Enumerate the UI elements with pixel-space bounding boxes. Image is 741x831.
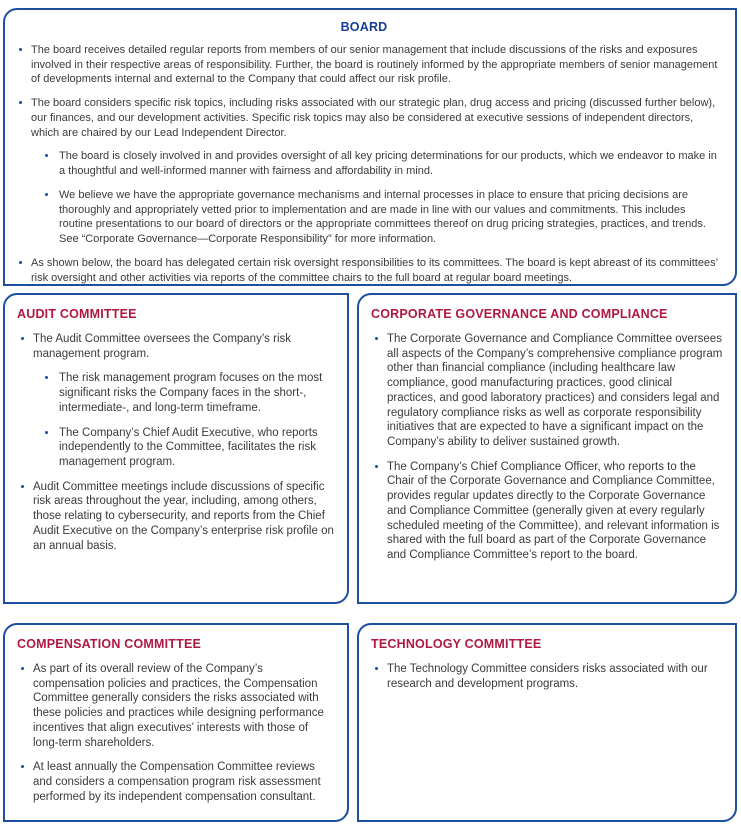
bullet-item <box>13 332 335 361</box>
bullet-item <box>13 480 335 554</box>
bullet-item <box>7 43 721 87</box>
compensation-committee-title: COMPENSATION COMMITTEE <box>17 637 202 651</box>
bullet-text: The Technology Committee considers risks associated with our research and development programs. <box>387 663 708 690</box>
bullet-text: The board is closely involved in and provides oversight of all key pricing determinations for our products, which we endeavor to make in a thoughtful and well-informed manner with fairness and affordability in mind. <box>59 150 717 178</box>
bullet-text: Audit Committee meetings include discussions of specific risk areas throughout the year, including, among others, those relating to cybersecurity, and reports from the Chief Audit Executive on the Company’s enterprise risk profile on an annual basis. <box>33 480 334 552</box>
bullet-text: At least annually the Compensation Committee reviews and considers a compensation program risk assessment performed by its independent compensation consultant. <box>33 761 321 803</box>
bullet-item <box>39 426 335 470</box>
technology-committee-box <box>357 623 737 822</box>
bullet-icon <box>45 193 48 196</box>
technology-committee-bullet-list <box>367 662 723 691</box>
bullet-icon <box>21 337 24 340</box>
bullet-text: The board receives detailed regular reports from members of our senior management that include discussions of the risks and exposures involved in their respective areas of responsibility. Further, the board is routinely informed by the appropriate members of senior management of developments internal and external to the Company that could affect our risk profile. <box>31 44 718 86</box>
corporate-governance-compliance-title: CORPORATE GOVERNANCE AND COMPLIANCE <box>371 307 668 321</box>
bullet-text: The risk management program focuses on the most significant risks the Company faces in the short-, intermediate-, and long-term timeframe. <box>59 372 323 414</box>
bullet-item <box>13 662 335 750</box>
bullet-text: As part of its overall review of the Company’s compensation policies and practices, the Compensation Committee generally considers the risks associated with these policies and practices while designing performance incentives that align executives’ interests with those of long-term shareholders. <box>33 663 324 749</box>
bullet-icon <box>45 431 48 434</box>
audit-committee-box <box>3 293 349 604</box>
audit-committee-title: AUDIT COMMITTEE <box>17 307 137 321</box>
bullet-icon <box>375 667 378 670</box>
bullet-text: As shown below, the board has delegated certain risk oversight responsibilities to its committees. The board is kept abreast of its committees’ risk oversight and other activities via reports of the committee chairs to the full board at regular board meetings. <box>31 256 718 284</box>
bullet-item <box>7 96 721 140</box>
bullet-item <box>13 760 335 804</box>
compensation-committee-bullet-list <box>13 662 335 804</box>
bullet-text: The board considers specific risk topics, including risks associated with our strategic plan, drug access and pricing (discussed further below), our finances, and our development activities. Specific risk topics may also be considered at executive sessions of independent directors, which are chaired by our Lead Independent Director. <box>31 97 716 139</box>
bullet-text: The Company’s Chief Audit Executive, who reports independently to the Committee, facilitates the risk management program. <box>59 426 318 469</box>
bullet-item <box>367 460 723 563</box>
bullet-text: The Corporate Governance and Compliance Committee oversees all aspects of the Company’s comprehensive compliance program other than financial compliance (including healthcare law compliance, good manufacturing practices, good clinical practices, and good laboratory practices) and considers legal and regulatory compliance risks as well as corporate responsibility initiatives that are expected to have a significant impact on the Company’s ability to deliver sustained growth. <box>387 333 723 449</box>
bullet-icon <box>21 667 24 670</box>
bullet-icon <box>375 465 378 468</box>
bullet-text: We believe we have the appropriate governance mechanisms and internal processes in place to ensure that pricing decisions are thoroughly and appropriately vetted prior to implementation and are made in line with our values and commitments. This includes routine presentations to our board of directors or the appropriate committees thereof on drug pricing strategies, practices, and trends. See “Corporate Governance—Corporate Responsibility” for more information. <box>59 188 706 246</box>
bullet-item <box>7 256 721 285</box>
board-title: BOARD <box>340 20 388 34</box>
board-box <box>3 8 737 286</box>
audit-committee-bullet-list <box>13 332 335 553</box>
bullet-icon <box>375 337 378 340</box>
bullet-icon <box>19 48 22 51</box>
technology-committee-title: TECHNOLOGY COMMITTEE <box>371 637 542 651</box>
bullet-text: The Audit Committee oversees the Company’s risk management program. <box>33 333 292 360</box>
bullet-item <box>367 662 723 691</box>
compensation-committee-box <box>3 623 349 822</box>
bullet-icon <box>45 154 48 157</box>
bullet-item <box>35 149 721 178</box>
bullet-icon <box>19 261 22 264</box>
bullet-item <box>39 371 335 415</box>
corporate-governance-compliance-bullet-list <box>367 332 723 563</box>
bullet-icon <box>45 376 48 379</box>
bullet-item <box>35 188 721 247</box>
corporate-governance-compliance-box <box>357 293 737 604</box>
bullet-icon <box>21 485 24 488</box>
bullet-icon <box>21 765 24 768</box>
board-bullet-list <box>7 43 721 285</box>
bullet-text: The Company’s Chief Compliance Officer, who reports to the Chair of the Corporate Governance and Compliance Committee, provides regular updates directly to the Corporate Governance and Compliance Committee (generally given at every regularly scheduled meeting of the Committee), and relevant information is shared with the full board as part of the Corporate Governance and Compliance Committee’s report to the board. <box>387 460 720 562</box>
bullet-icon <box>19 101 22 104</box>
bullet-item <box>367 332 723 450</box>
